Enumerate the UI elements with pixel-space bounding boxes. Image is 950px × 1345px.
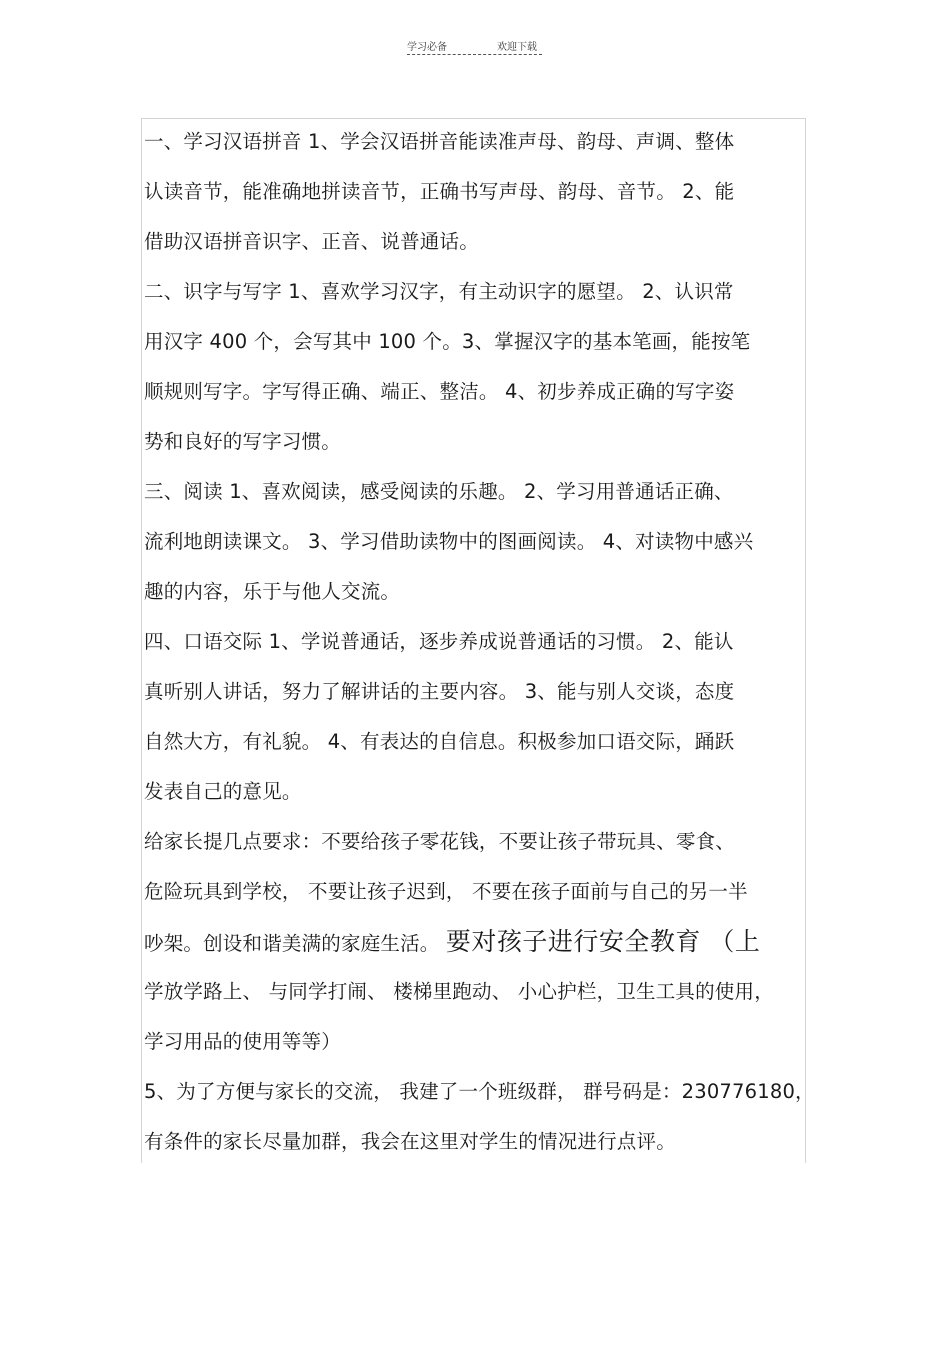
text-line: 危险玩具到学校， 不要让孩子迟到， 不要在孩子面前与自己的另一半 [144, 880, 748, 903]
text-line: 势和良好的写字习惯。 [144, 430, 342, 453]
text-line: 真听别人讲话，努力了解讲话的主要内容。 3、能与别人交谈，态度 [144, 680, 735, 703]
text-segment: （上 [700, 927, 761, 956]
text-line: 二、识字与写字 1、喜欢学习汉字，有主动识字的愿望。 2、认识常 [144, 280, 734, 303]
text-line: 学放学路上、 与同学打闹、 楼梯里跑动、 小心护栏，卫生工具的使用， [144, 980, 774, 1003]
document-body [144, 117, 814, 1167]
text-line: 认读音节，能准确地拼读音节，正确书写声母、韵母、音节。 2、能 [144, 180, 735, 203]
text-line: 顺规则写字。字写得正确、端正、整洁。 4、初步养成正确的写字姿 [144, 380, 735, 403]
text-line: 用汉字 400 个，会写其中 100 个。3、掌握汉字的基本笔画，能按笔 [144, 330, 751, 353]
text-line: 学习用品的使用等等） [144, 1030, 342, 1053]
text-line: 四、口语交际 1、学说普通话，逐步养成说普通话的习惯。 2、能认 [144, 630, 734, 653]
text-line: 自然大方，有礼貌。 4、有表达的自信息。积极参加口语交际，踊跃 [144, 730, 735, 753]
header-right-text: 欢迎下载 [497, 42, 537, 53]
text-line: 趣的内容，乐于与他人交流。 [144, 580, 401, 603]
text-line-mixed [144, 917, 814, 967]
header-divider [407, 54, 542, 55]
text-segment: 吵架。创设和谐美满的家庭生活。 [144, 932, 446, 955]
text-line: 一、学习汉语拼音 1、学会汉语拼音能读准声母、韵母、声调、整体 [144, 130, 735, 153]
text-line: 三、阅读 1、喜欢阅读，感受阅读的乐趣。 2、学习用普通话正确、 [144, 480, 734, 503]
text-line: 发表自己的意见。 [144, 780, 302, 803]
emphasis-text: 要对孩子进行安全教育 [445, 927, 701, 956]
text-line: 有条件的家长尽量加群，我会在这里对学生的情况进行点评。 [144, 1130, 676, 1153]
text-line: 借助汉语拼音识字、正音、说普通话。 [144, 230, 479, 253]
text-line: 流利地朗读课文。 3、学习借助读物中的图画阅读。 4、对读物中感兴 [144, 530, 754, 553]
text-line: 给家长提几点要求：不要给孩子零花钱，不要让孩子带玩具、零食、 [144, 830, 736, 853]
text-line: 5、为了方便与家长的交流， 我建了一个班级群， 群号码是：230776180， [144, 1080, 815, 1103]
header-left-text: 学习必备 [407, 42, 447, 53]
